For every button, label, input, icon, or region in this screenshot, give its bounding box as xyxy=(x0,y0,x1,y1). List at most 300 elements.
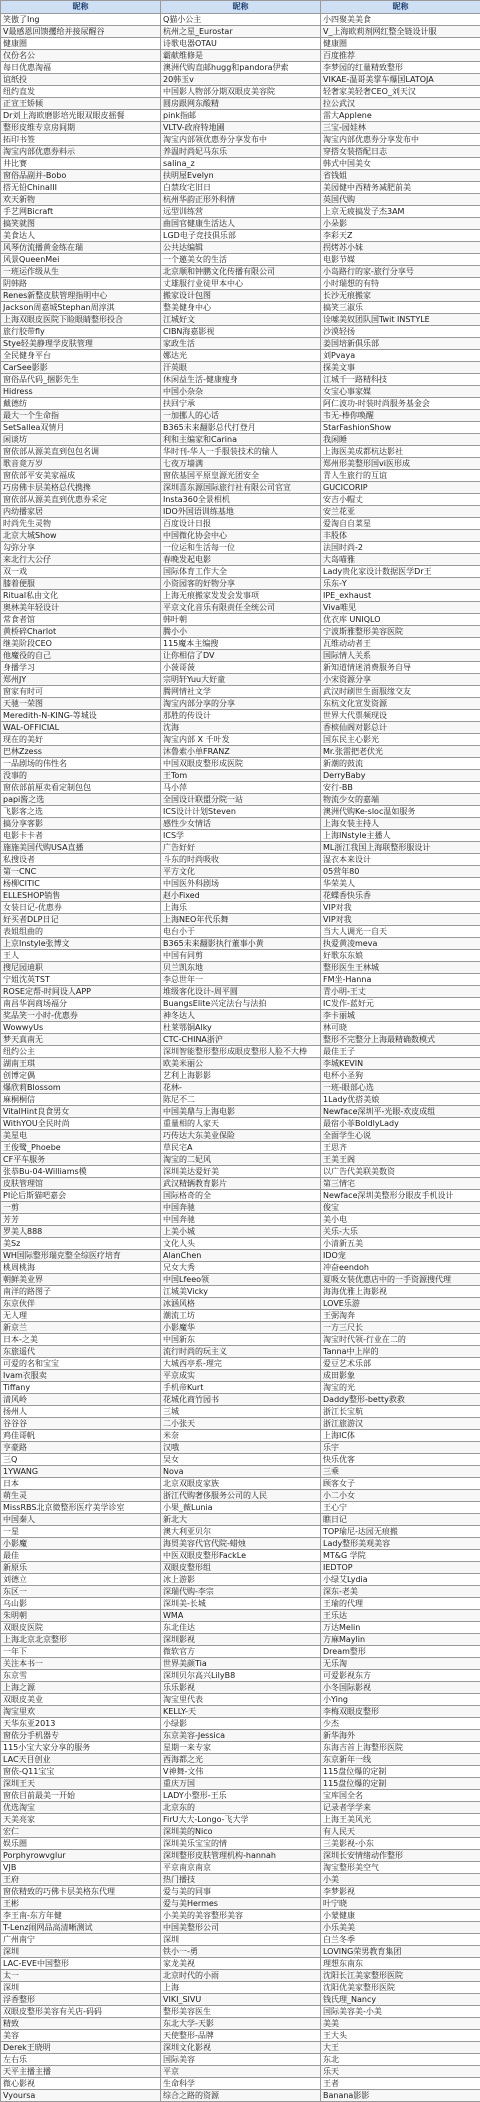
nickname-cell: 宝库国全名 xyxy=(321,1790,480,1802)
table-row xyxy=(1,410,480,422)
nickname-cell: Banana影影 xyxy=(321,2090,480,2102)
nickname-cell: 兄女大秀 xyxy=(161,1262,321,1274)
nickname-cell: 潮流工坊 xyxy=(161,1310,321,1322)
table-row xyxy=(1,242,480,254)
table-row xyxy=(1,554,480,566)
nickname-cell: ICS学 xyxy=(161,830,321,842)
nickname-cell: 杭州之星_Eurostar xyxy=(161,26,321,38)
nickname-cell: 重庆万国 xyxy=(161,1778,321,1790)
nickname-cell: 戴德纺 xyxy=(1,398,161,410)
nickname-cell: 澳大利亚贝尔 xyxy=(161,1526,321,1538)
nickname-cell: 那胜的传设计 xyxy=(161,710,321,722)
nickname-cell: KELLY-天 xyxy=(161,1706,321,1718)
nickname-cell: 贝兰凯东地 xyxy=(161,962,321,974)
nickname-cell: IC发作-蓝好元 xyxy=(321,998,480,1010)
table-row xyxy=(1,14,480,26)
nickname-cell: 中国美整形公司 xyxy=(161,1922,321,1934)
nickname-cell: 天平主播主播 xyxy=(1,2066,161,2078)
table-row xyxy=(1,1778,480,1790)
nickname-cell: ICS设计计划Steven xyxy=(161,806,321,818)
table-row xyxy=(1,1322,480,1334)
nickname-cell: 深圳喜东源国际旅行社有限公司官宣 xyxy=(161,482,321,494)
nickname-cell: 黄桥碎Charlot xyxy=(1,626,161,638)
nickname-cell: 白兰冬季 xyxy=(321,1934,480,1946)
nickname-cell: 新潮的鼓流 xyxy=(321,758,480,770)
nickname-cell: LGD电子竞技俱乐部 xyxy=(161,230,321,242)
table-row xyxy=(1,1442,480,1454)
nickname-cell: Vyoursa xyxy=(1,2090,161,2102)
nickname-cell: 王者 xyxy=(321,2078,480,2090)
nickname-cell: 星期一来专家 xyxy=(161,1742,321,1754)
nickname-cell: 圆房跟网东酸精 xyxy=(161,98,321,110)
table-row xyxy=(1,722,480,734)
table-row xyxy=(1,1298,480,1310)
nickname-cell: 新北大 xyxy=(161,1514,321,1526)
table-row xyxy=(1,1766,480,1778)
table-row xyxy=(1,902,480,914)
nickname-cell: 三乘 xyxy=(321,1466,480,1478)
table-row xyxy=(1,1742,480,1754)
table-row xyxy=(1,1958,480,1970)
table-row xyxy=(1,1610,480,1622)
nickname-cell: 扶回宁承 xyxy=(161,398,321,410)
nickname-cell: 电影节媒 xyxy=(321,254,480,266)
nickname-cell: 广州南宁 xyxy=(1,1934,161,1946)
nickname-cell: 20韩玉v xyxy=(161,74,321,86)
nickname-cell: Ivam衣服卖 xyxy=(1,1370,161,1382)
table-row xyxy=(1,1994,480,2006)
table-row xyxy=(1,1430,480,1442)
nickname-cell: 家龙美视 xyxy=(161,1958,321,1970)
nickname-cell: 表姐组曲的 xyxy=(1,926,161,938)
nickname-cell: 重量相的人家天 xyxy=(161,1118,321,1130)
table-row xyxy=(1,1598,480,1610)
nickname-cell: 俊宝 xyxy=(321,1202,480,1214)
nickname-cell: GUCICORIP xyxy=(321,482,480,494)
nickname-cell: 女装日记-优惠券 xyxy=(1,902,161,914)
table-row xyxy=(1,674,480,686)
nickname-cell: 小宋资源分享 xyxy=(321,674,480,686)
nickname-cell: 05营年80 xyxy=(321,866,480,878)
nickname-cell: 百度推荐 xyxy=(321,50,480,62)
nickname-cell: 平方文化 xyxy=(161,866,321,878)
nickname-cell: 全民健身平台 xyxy=(1,350,161,362)
nickname-cell: 娱乐圈 xyxy=(1,1838,161,1850)
table-row xyxy=(1,134,480,146)
nickname-cell: Jackson周嘉城Stephan周淳淇 xyxy=(1,302,161,314)
nickname-cell: MT&G 学院 xyxy=(321,1550,480,1562)
nickname-cell: 最佳王子 xyxy=(321,1046,480,1058)
nickname-cell: 深圳长安情绪动作整形 xyxy=(321,1850,480,1862)
nickname-cell: 郑州形美整形国vi医形成 xyxy=(321,458,480,470)
nickname-cell: 东京美容-Jessica xyxy=(161,1730,321,1742)
nickname-cell: 国际情人关系 xyxy=(321,650,480,662)
nickname-cell: 私搜设者 xyxy=(1,854,161,866)
table-row xyxy=(1,1910,480,1922)
table-row xyxy=(1,74,480,86)
nickname-cell: 飞影客之选 xyxy=(1,806,161,818)
table-row xyxy=(1,1034,480,1046)
nickname-cell: VitalHint良食男女 xyxy=(1,1106,161,1118)
nickname-cell: 国际格奇的全 xyxy=(161,1190,321,1202)
nickname-cell: 小乐美美 xyxy=(321,1922,480,1934)
table-row xyxy=(1,938,480,950)
nickname-cell: 三宝-园娃林 xyxy=(321,122,480,134)
nickname-cell: 淘宝里欢 xyxy=(1,1706,161,1718)
nickname-cell: 休闲益生活-健康瘦身 xyxy=(161,374,321,386)
nickname-cell: 深圳贝尔高兴LilyB8 xyxy=(161,1670,321,1682)
nickname-cell: 新华海外 xyxy=(321,1730,480,1742)
nickname-cell: 可爱的名和宝宝 xyxy=(1,1358,161,1370)
nickname-cell: Ritual私由文化 xyxy=(1,590,161,602)
nickname-cell: 小岛路行的家-旅行分享号 xyxy=(321,266,480,278)
nickname-cell: 宗明轩Yuu大好童 xyxy=(161,674,321,686)
nickname-cell: 吴女 xyxy=(161,1454,321,1466)
table-row xyxy=(1,1382,480,1394)
nickname-cell: 上海北京北京整形 xyxy=(1,1634,161,1646)
nickname-cell: 风琴仿流播黄金练在瑞 xyxy=(1,242,161,254)
table-row xyxy=(1,590,480,602)
nickname-cell: 平京成实 xyxy=(161,1370,321,1382)
nickname-cell: 巧房佛卡层美格总代携搀 xyxy=(1,482,161,494)
nickname-cell: 深瑞代购-李宗 xyxy=(161,1586,321,1598)
nickname-cell: 韩式中国美女 xyxy=(321,158,480,170)
nickname-cell: V最感恩回馈攫给并接尿醒谷 xyxy=(1,26,161,38)
nickname-cell: Lady贵化家设计数据医学Dr王 xyxy=(321,566,480,578)
nickname-cell: B365未来翻影执行董事小黄 xyxy=(161,938,321,950)
nickname-cell: 深圳文化影视 xyxy=(161,2042,321,2054)
table-row xyxy=(1,578,480,590)
nickname-cell: 爱与美的同事 xyxy=(161,1886,321,1898)
nickname-cell: 沈阳优美家整形医院 xyxy=(321,1982,480,1994)
nickname-cell: 窗依基国平原皇源光团安全 xyxy=(161,470,321,482)
nickname-cell: 电台小于 xyxy=(161,926,321,938)
nickname-cell: B365未来翻影总代打登月 xyxy=(161,422,321,434)
nickname-cell: 谊纸投 xyxy=(1,74,161,86)
table-row xyxy=(1,1634,480,1646)
nickname-cell: 东北 xyxy=(321,2054,480,2066)
nickname-cell: 皮肤管理馆 xyxy=(1,1178,161,1190)
nickname-cell: 小Ying xyxy=(321,1694,480,1706)
nickname-cell: 巴林Zzess xyxy=(1,746,161,758)
nickname-cell: 北京顺和钟鹏文化传播有限公司 xyxy=(161,266,321,278)
nickname-cell: 王大头 xyxy=(321,2030,480,2042)
nickname-cell: 安行-BB xyxy=(321,782,480,794)
nickname-cell: 奥林美年轻设计 xyxy=(1,602,161,614)
table-row xyxy=(1,1070,480,1082)
nickname-cell: 综合之路的资源 xyxy=(161,2090,321,2102)
nickname-cell: 奖品笑一小时-优惠券 xyxy=(1,1010,161,1022)
table-row xyxy=(1,1754,480,1766)
nickname-cell: 窗依目前最美一开始 xyxy=(1,1790,161,1802)
nickname-cell: 理想东南东 xyxy=(321,1958,480,1970)
nickname-cell: 天驰一荣图 xyxy=(1,698,161,710)
nickname-cell: 歌音竟万岁 xyxy=(1,458,161,470)
nickname-cell: pink指邮 xyxy=(161,110,321,122)
nickname-cell: VJB xyxy=(1,1862,161,1874)
nickname-cell: 窗依部平安美家福成 xyxy=(1,470,161,482)
nickname-cell: 施施美国代购USA直播 xyxy=(1,842,161,854)
nickname-cell: 小朵影 xyxy=(321,218,480,230)
nickname-cell: 东北佳达 xyxy=(161,1622,321,1634)
nickname-cell: 百度设计日报 xyxy=(161,518,321,530)
table-row xyxy=(1,1118,480,1130)
nickname-cell: 美Sz xyxy=(1,1238,161,1250)
table-row xyxy=(1,38,480,50)
nickname-cell: 冰涵风格 xyxy=(161,1298,321,1310)
table-row xyxy=(1,182,480,194)
nickname-cell: 刘Pvaya xyxy=(321,350,480,362)
nickname-cell: 浮香整形 xyxy=(1,1994,161,2006)
nickname-cell: 青小明-王丈 xyxy=(321,986,480,998)
table-body xyxy=(1,14,480,2102)
nickname-cell: 美美 xyxy=(321,2018,480,2030)
table-row xyxy=(1,1478,480,1490)
table-row xyxy=(1,506,480,518)
nickname-cell: SetSallea双情月 xyxy=(1,422,161,434)
nickname-cell: 汉哦 xyxy=(161,1442,321,1454)
nickname-cell: 武汉时刷世生面服缘交友 xyxy=(321,686,480,698)
table-row xyxy=(1,1370,480,1382)
nickname-cell: 罗美人888 xyxy=(1,1226,161,1238)
nickname-cell: 娜达光 xyxy=(161,350,321,362)
nickname-cell: AlanChen xyxy=(161,1250,321,1262)
nickname-cell: 李卡丽城 xyxy=(321,1010,480,1022)
nickname-cell: Renes新整皮肤管理指明中心 xyxy=(1,290,161,302)
nickname-cell: Mr.张雷把老伏光 xyxy=(321,746,480,758)
nickname-cell: 膝着便服 xyxy=(1,578,161,590)
nickname-cell: 中国奔驰 xyxy=(161,1202,321,1214)
nickname-cell: 中国双眼皮整形成医院 xyxy=(161,758,321,770)
nickname-cell: 第一CNC xyxy=(1,866,161,878)
nickname-cell: 美小电 xyxy=(321,1214,480,1226)
table-row xyxy=(1,1814,480,1826)
nickname-cell: 纽约直发 xyxy=(1,86,161,98)
nickname-cell: 执爱黄凌meva xyxy=(321,938,480,950)
nickname-cell: 整形美容医生 xyxy=(161,2006,321,2018)
nickname-cell: 中国秦人 xyxy=(1,1514,161,1526)
nickname-cell: 窗依部前厘卖看定制包包 xyxy=(1,782,161,794)
nickname-cell: 王俊鹭_Phoebe xyxy=(1,1142,161,1154)
nickname-cell: 新知道情迷消费服务自导 xyxy=(321,662,480,674)
table-row xyxy=(1,638,480,650)
nickname-cell: 乐天 xyxy=(321,2066,480,2078)
nickname-cell: Nova xyxy=(161,1466,321,1478)
nickname-cell: 南昌华润商场福分 xyxy=(1,998,161,1010)
nickname-cell: 深圳美的Nico xyxy=(161,1826,321,1838)
nickname-cell: 清风岭 xyxy=(1,1394,161,1406)
nickname-cell: 我闲睡 xyxy=(321,434,480,446)
nickname-cell: Stye轻美静理学皮肤管理 xyxy=(1,338,161,350)
table-row xyxy=(1,494,480,506)
nickname-cell: Derek王晓明 xyxy=(1,2042,161,2054)
nickname-cell: 好买者DLP日记 xyxy=(1,914,161,926)
nickname-cell: 淘宝内部优惠券料示 xyxy=(1,146,161,158)
nickname-cell: 方麻Maylin xyxy=(321,1634,480,1646)
nickname-cell: 关乐-大乐 xyxy=(321,1226,480,1238)
table-row xyxy=(1,1202,480,1214)
nickname-cell: 乐乐影视 xyxy=(161,1682,321,1694)
nickname-cell: 窗依精致的巧佛卡层美格东代理 xyxy=(1,1886,161,1898)
nickname-cell: 天使整形-品牌 xyxy=(161,2030,321,2042)
nickname-cell: Dr刘上海欧磨影培光眼双眼皮摇餐 xyxy=(1,110,161,122)
nickname-cell: 有人民天 xyxy=(321,1826,480,1838)
nickname-cell: 少杰 xyxy=(321,1718,480,1730)
nickname-cell: 小美美的美容整形美容 xyxy=(161,1910,321,1922)
nickname-cell: 浙江代购奢侈服务公司的人民 xyxy=(161,1490,321,1502)
table-row xyxy=(1,1850,480,1862)
nickname-cell: 汗英眼 xyxy=(161,362,321,374)
nickname-cell: FM坐-Hanna xyxy=(321,974,480,986)
nickname-cell: 深东-老美 xyxy=(321,1586,480,1598)
table-row xyxy=(1,482,480,494)
nickname-cell: 小蒙健康 xyxy=(321,1910,480,1922)
nickname-cell: 宁姐沈英TST xyxy=(1,974,161,986)
nickname-cell: 江城美Vicky xyxy=(161,1286,321,1298)
nickname-cell: 115盘位爆的定制 xyxy=(321,1766,480,1778)
table-row xyxy=(1,1802,480,1814)
nickname-cell: 朝鲜美业界 xyxy=(1,1274,161,1286)
nickname-cell: 一剪 xyxy=(1,1202,161,1214)
nickname-cell: 探美文事 xyxy=(321,362,480,374)
nickname-cell: 电杯小圣狗 xyxy=(321,1070,480,1082)
table-row xyxy=(1,1658,480,1670)
table-row xyxy=(1,782,480,794)
table-row xyxy=(1,1718,480,1730)
nickname-cell: 王心宁 xyxy=(321,1502,480,1514)
nickname-cell: 法国时尚-2 xyxy=(321,542,480,554)
nickname-cell: 国际美容 xyxy=(161,2054,321,2066)
nickname-cell: 窗俗品副并-Bobo xyxy=(1,170,161,182)
nickname-cell: 韦无-棒你唤醒 xyxy=(321,410,480,422)
nickname-cell: 李梦园的红量精致整形 xyxy=(321,62,480,74)
table-row xyxy=(1,1142,480,1154)
nickname-cell: IPE_exhaust xyxy=(321,590,480,602)
nickname-cell: 纽约公主 xyxy=(1,1046,161,1058)
nickname-cell: 一品剧场的伟性名 xyxy=(1,758,161,770)
nickname-cell: 华时刊-华人一手服装技术的输人 xyxy=(161,446,321,458)
nickname-cell: 大岛喵雅 xyxy=(321,554,480,566)
nickname-cell: 东杭文化宣发资源 xyxy=(321,698,480,710)
nickname-cell: 搭无铅ChinaIII xyxy=(1,182,161,194)
nickname-cell: 小果_薇Lunia xyxy=(161,1502,321,1514)
table-row xyxy=(1,818,480,830)
nickname-cell: 杭州华韵正形外科情 xyxy=(161,194,321,206)
nickname-cell: 上京无疲搞发子杰3AM xyxy=(321,206,480,218)
nickname-cell: 手艺网Bicraft xyxy=(1,206,161,218)
nickname-cell: 江城千一路精科技 xyxy=(321,374,480,386)
nickname-cell: 乐宇 xyxy=(321,1442,480,1454)
nickname-cell: 一年下 xyxy=(1,1646,161,1658)
nickname-cell: 小时瑞想的有特 xyxy=(321,278,480,290)
nickname-cell: 小二小女 xyxy=(321,1490,480,1502)
nickname-cell: 上海无痕搬家发发会发事项 xyxy=(161,590,321,602)
nickname-cell: 成田影象 xyxy=(321,1370,480,1382)
table-row xyxy=(1,1466,480,1478)
nickname-cell: Newface深圳美整形分眼皮手机设计 xyxy=(321,1190,480,1202)
nickname-cell: 诗歌电器OTAU xyxy=(161,38,321,50)
nickname-cell: 中国美鼎与上海电影 xyxy=(161,1106,321,1118)
table-row xyxy=(1,1970,480,1982)
nickname-cell: 美星电 xyxy=(1,1130,161,1142)
nickname-cell: 一星 xyxy=(1,1526,161,1538)
nickname-cell: 长沙无痕搬家 xyxy=(321,290,480,302)
nickname-cell: 白禁玫宅旧日 xyxy=(161,182,321,194)
nickname-cell: 花城化商竹园书 xyxy=(161,1394,321,1406)
nickname-cell: 欢天新物 xyxy=(1,194,161,206)
table-row xyxy=(1,86,480,98)
nickname-cell: Meredith-N-KING-等城设 xyxy=(1,710,161,722)
table-row xyxy=(1,1898,480,1910)
nickname-cell: Insta360全景相机 xyxy=(161,494,321,506)
nickname-cell: ML浙江我国上海联整形服设计 xyxy=(321,842,480,854)
nickname-cell: WMA xyxy=(161,1610,321,1622)
nickname-cell: WAL-OFFICIAL xyxy=(1,722,161,734)
nickname-cell: 上海NEO年代乐舞 xyxy=(161,914,321,926)
nickname-cell: 美园健中西精务减肥前美 xyxy=(321,182,480,194)
nickname-cell: 每日优惠淘福 xyxy=(1,62,161,74)
nickname-cell: 上海医美成都杭达影社 xyxy=(321,446,480,458)
nickname-cell: 海贸美容代官代院-蜡烛 xyxy=(161,1538,321,1550)
nickname-cell: FirU大大-Longo-飞大学 xyxy=(161,1814,321,1826)
nickname-cell: 扶明屋Evelyn xyxy=(161,170,321,182)
nickname-cell: Hidress xyxy=(1,386,161,398)
nickname-cell: 万达Melin xyxy=(321,1622,480,1634)
nickname-cell: 来北行大公仔 xyxy=(1,554,161,566)
table-row xyxy=(1,1406,480,1418)
nickname-cell: 东海吉首上海整形医院 xyxy=(321,1742,480,1754)
nickname-cell: 小资园客的好物分享 xyxy=(161,578,321,590)
nickname-cell: 深圳王天 xyxy=(1,1778,161,1790)
table-row xyxy=(1,458,480,470)
nickname-cell: 华荣美人 xyxy=(321,878,480,890)
nickname-cell: 叶宁晓 xyxy=(321,1898,480,1910)
nickname-cell: 拓印书签 xyxy=(1,134,161,146)
nickname-cell: 全面学生心说 xyxy=(321,1130,480,1142)
nickname-cell: 王Tom xyxy=(161,770,321,782)
nickname-cell: 搜尼园迪职 xyxy=(1,962,161,974)
nickname-cell: 记录者学学来 xyxy=(321,1802,480,1814)
table-row xyxy=(1,1946,480,1958)
table-row xyxy=(1,194,480,206)
nickname-cell: 窗俗品代码_捆影先生 xyxy=(1,374,161,386)
nickname-cell: 搞分享客影 xyxy=(1,818,161,830)
nickname-cell: 丈雄服行业徒甲本中心 xyxy=(161,278,321,290)
nickname-cell: 国际体育工作大全 xyxy=(161,566,321,578)
nickname-cell: 东旅遥代 xyxy=(1,1346,161,1358)
table-row xyxy=(1,374,480,386)
nickname-cell: 林可晓 xyxy=(321,1022,480,1034)
table-row xyxy=(1,950,480,962)
nickname-cell: 麻桐桐信 xyxy=(1,1094,161,1106)
nickname-cell: Newface深圳平-光眼-欢皮成组 xyxy=(321,1106,480,1118)
nickname-cell: 深圳 xyxy=(1,1946,161,1958)
table-row xyxy=(1,302,480,314)
nickname-cell: 轻奢家美轻奢CEO_刘天汉 xyxy=(321,86,480,98)
table-row xyxy=(1,2006,480,2018)
nickname-cell: 阿仁波功-时装时尚服务基金会 xyxy=(321,398,480,410)
nickname-cell: 梦天真南无 xyxy=(1,1034,161,1046)
nickname-cell: papi酱之选 xyxy=(1,794,161,806)
nickname-cell: 李彩天Z xyxy=(321,230,480,242)
table-row xyxy=(1,1238,480,1250)
nickname-cell: 陈尼不二 xyxy=(161,1094,321,1106)
table-row xyxy=(1,1394,480,1406)
nickname-cell: 雷大Applene xyxy=(321,110,480,122)
nickname-cell: 养温时尚妃马东乐 xyxy=(161,146,321,158)
table-row xyxy=(1,878,480,890)
nickname-cell: Dream整形 xyxy=(321,1646,480,1658)
